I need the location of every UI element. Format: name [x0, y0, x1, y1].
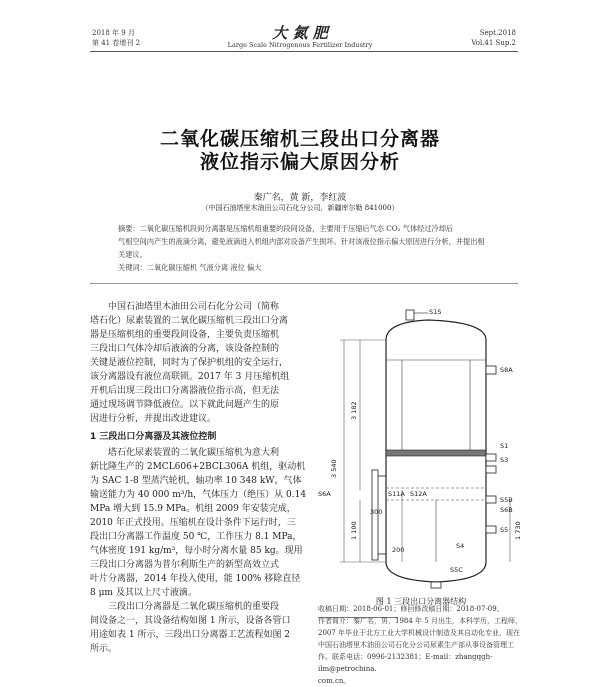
body-line: 8 μm 及其以上尺寸液滴。 [90, 588, 197, 598]
label-s4: S4 [456, 542, 465, 550]
body-line: 2010 年正式投用。压缩机在设计条件下运行时，三 [90, 518, 296, 528]
label-s5b: S5B [500, 496, 513, 504]
footnote-block [318, 603, 528, 687]
body-column [90, 300, 308, 656]
body-line: 塔石化尿素装置的二氧化碳压缩机为意大利 [108, 448, 280, 458]
header-date: 2018 年 9 月 [92, 29, 135, 37]
vane-pack [386, 450, 486, 456]
header-volume-en: Vol.41 Sup.2 [471, 39, 516, 47]
body-line: 三段出口气体冷却后液滴的分离，该设备控制的 [90, 344, 280, 354]
body-line: 用途如表 1 所示，三段出口分离器工艺流程如图 2 [90, 630, 291, 640]
dim-3540: 3 540 [330, 459, 338, 478]
body-line: 通过现场调节降低液位。以下就此问题产生的原 [90, 400, 280, 410]
body-line: 输送能力为 40 000 m³/h，气体压力（绝压）从 0.14 [90, 490, 307, 500]
header-rule [90, 51, 518, 52]
body-line: 该分离器设有液位高联锁。2017 年 3 月压缩机组 [90, 372, 290, 382]
figure-caption: 图 1 三段出口分离器结构 [375, 597, 467, 606]
header-date-en: Sept.2018 [479, 29, 516, 37]
body-line: 关键是液位控制，同时为了保护机组的安全运行， [90, 358, 289, 368]
abstract-line: 摘要：二氧化碳压缩机段间分离器是压缩机组重要的段间设备，主要用于压缩后气态 CO₂ 气体经过冷却后 [118, 224, 454, 233]
journal-name-en: Large Scale Nitrogenous Fertilizer Industry [227, 41, 373, 49]
footnote-received: 收稿日期：2018-06-01；修回修改稿日期：2018-07-09。 [318, 605, 504, 613]
footnote-author: 作者简介：秦广名，男，1984 年 5 月出生，本科学历，工程师， [318, 617, 522, 625]
article-title-line1: 二氧化碳压缩机三段出口分离器 [159, 128, 440, 150]
journal-logo: 大 氮 肥 [272, 24, 328, 42]
section-heading-1: 1 三段出口分离器及其液位控制 [90, 432, 217, 442]
dim-3182: 3 182 [350, 401, 358, 420]
body-line: 器是压缩机组的重要段间设备，主要负责压缩机 [90, 330, 280, 340]
body-line: 因进行分析，并提出改进建议。 [90, 414, 217, 424]
footnote-contact: 作。联系电话：0996-2132381；E-mail：zhangqgh-ilm@petrochina. [318, 653, 493, 673]
body-line: MPa 增大到 15.9 MPa。机组 2009 年安装完成， [90, 504, 296, 514]
body-line: 叶片分离器，2014 年投入使用，能 100% 移除直径 [90, 574, 301, 584]
body-line: 新比隆生产的 2MCL606+2BCL306A 机组，驱动机 [90, 462, 306, 472]
abstract [118, 222, 508, 274]
abstract-line: 关建议。 [118, 250, 147, 259]
dim-1100: 1 100 [350, 521, 358, 540]
footnote-line: 中国石油塔里木油田公司石化分公司尿素生产部从事设备管理工 [318, 641, 514, 649]
abstract-rule [90, 283, 518, 284]
article-title-line2: 液位指示偏大原因分析 [199, 151, 400, 173]
top-nozzle [406, 310, 428, 320]
body-line: 间设备之一，其设备结构如图 1 所示，设备各管口 [90, 616, 291, 626]
affiliation: （中国石油塔里木油田公司石化分公司，新疆库尔勒 841000） [201, 204, 399, 212]
label-s3: S3 [500, 456, 509, 464]
dim-200: 200 [392, 546, 405, 554]
body-line: 塔石化）尿素装置的二氧化碳压缩机三段出口分离 [90, 316, 289, 326]
label-s6a: S6A [318, 490, 331, 498]
authors: 秦广名，黄 新，李红波 [253, 193, 347, 203]
body-line: 三段出口分离器为普尔利斯生产的新型高效立式 [90, 560, 280, 570]
keywords: 关键词：二氧化碳压缩机 气液分离 液位 偏大 [118, 263, 262, 272]
label-s11a: S11A [388, 490, 405, 498]
footnote-line: com.cn。 [318, 677, 351, 685]
body-line: 为 SAC 1-8 型蒸汽轮机，轴功率 10 348 kW，气体 [90, 476, 302, 486]
header-volume: 第 41 卷增刊 2 [92, 39, 141, 47]
label-s1: S1 [500, 442, 509, 450]
abstract-line: 气相空间内产生的液滴分离，避免液滴进入机组内部对设备产生损坏。针对该液位指示偏大原因进行分析，并提出相 [118, 237, 485, 246]
dim-1730: 1 730 [514, 521, 522, 540]
body-line: 段出口分离器工作温度 50 ℃，工作压力 8.1 MPa， [90, 532, 302, 542]
dim-300: 300 [370, 508, 383, 516]
label-s5: S5 [500, 526, 509, 534]
body-line: 开机后出现三段出口分离器液位指示高，但无法 [90, 386, 280, 396]
separator-diagram [316, 300, 526, 590]
label-s6b: S6B [500, 506, 513, 514]
label-s5c: S5C [450, 566, 463, 574]
footnote-line: 2007 年毕业于北方工业大学机械设计制造及其自动化专业，现在 [318, 629, 521, 637]
label-s12a: S12A [410, 490, 427, 498]
label-s1s: S1S [429, 308, 442, 316]
body-line: 气体密度 191 kg/m³，每小时分离水量 85 kg。现用 [90, 546, 303, 556]
body-line: 中国石油塔里木油田公司石化分公司（简称 [108, 302, 280, 312]
body-line: 三段出口分离器是二氧化碳压缩机的重要段 [108, 602, 280, 612]
label-s8a: S8A [500, 366, 513, 374]
body-line: 所示。 [90, 644, 118, 654]
